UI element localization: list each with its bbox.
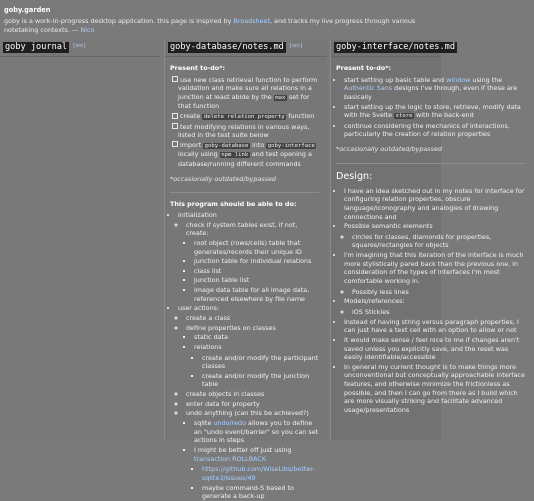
list-item: • I'm imagining that this iteration of the interface is much more stylistically pared back than the previous one, in consideration of the types of interfaces I'm most comfortable working in. ◦ Possibly less lines <box>344 251 526 296</box>
list-item: ▪ create and/or modify the participant classes <box>202 354 319 371</box>
todo-heading: Present to-do*: <box>336 64 392 72</box>
window-link[interactable]: window <box>446 75 471 84</box>
authentic-sans-link[interactable]: Authentic Sans <box>344 84 393 93</box>
database-notes-column <box>164 40 327 501</box>
intro-text-2: , and tracks my live progress through various notetaking contexts. — <box>4 17 416 34</box>
database-notes-title: goby-database/notes.md <box>170 42 284 52</box>
list-item: • It would make sense / feel nice to me if changes aren't saved unless you explicitly save, and the reset was easily identifiable/accessible <box>344 336 526 362</box>
list-item: ▪ sqlite undo/redo allows you to define an "undo event/barrier" so you can set actions in steps <box>194 419 319 445</box>
broadsheet-link[interactable]: Broadsheet <box>233 17 270 25</box>
site-intro <box>4 17 434 34</box>
database-notes-header <box>165 40 327 57</box>
list-item: • start setting up basic table and window using the Authentic Sans designs I've through, even if these are basically <box>344 76 526 102</box>
todo-item: import goby-database into goby-interface locally using npm link and test opening a database/running different commands <box>172 141 319 169</box>
able-heading: This program should be able to do: <box>170 200 297 209</box>
checkbox-icon[interactable] <box>172 141 178 147</box>
checkbox-icon[interactable] <box>172 76 178 82</box>
list-item: • Possible semantic elements ◦ circles for classes, diamonds for properties, squares/rectangles for objects <box>344 222 526 250</box>
list-item: ▪ I might be better off just using transaction ROLLBACK ▪ https://github.com/WiseLibs/better-sqlite3/issues/49 ▪ maybe command-S based to generate a back-up <box>194 446 319 501</box>
list-item <box>202 465 319 482</box>
journal-header <box>0 40 160 57</box>
list-item: ▪ image data table for all image data, referenced elsewhere by file name <box>194 286 319 303</box>
todo-list <box>170 76 319 169</box>
journal-column <box>0 40 160 440</box>
list-item: ◦ undo anything (can this be achieved?) ▪ sqlite undo/redo allows you to define an "undo event/barrier" so you can set actions in steps ▪ I might be better off just using transaction ROLLBACK ▪ https://github.com/WiseLibs/better-sqlite3/issues/49 ▪ maybe command-S based to generate a back-up <box>186 409 319 500</box>
list-item: ▪ relations ▪ create and/or modify the participant classes ▪ create and/or modify the junction table <box>194 343 319 389</box>
list-item: ◦ enter data for property <box>186 400 319 409</box>
todo-item: create delete relation property function <box>172 112 319 122</box>
list-item: ▪ static data <box>194 333 319 342</box>
database-notes-body <box>165 57 327 501</box>
todo-list <box>336 76 526 139</box>
list-item: ▪ maybe command-S based to generate a back-up <box>202 484 319 501</box>
interface-notes-body <box>331 57 534 415</box>
list-item: ◦ define properties on classes ▪ static data ▪ relations ▪ create and/or modify the participant classes ▪ create and/or modify the junction table <box>186 324 319 389</box>
checkbox-icon[interactable] <box>172 123 178 129</box>
list-item: ▪ root object (rows/cells) table that generates/records their unique ID <box>194 239 319 256</box>
todo-heading: Present to-do*: <box>170 64 226 72</box>
database-notes-src-link[interactable]: src <box>292 43 301 50</box>
interface-notes-header <box>331 40 455 57</box>
todo-item: use new class retrieval function to perform validation and make sure all relations in a junction at least abide by the max set for that function <box>172 76 319 111</box>
journal-title: goby journal <box>5 42 68 52</box>
list-item: ▪ junction table for individual relations <box>194 257 319 266</box>
github-issue-link[interactable]: https://github.com/WiseLibs/better-sqlite3/issues/49 <box>202 465 315 482</box>
interface-notes-title: goby-interface/notes.md <box>336 42 455 52</box>
list-item: • start setting up the logic to store, retrieve, modify data with the Svelte store with the back-end <box>344 103 526 121</box>
todo-item: test modifying relations in various ways, listed in the test suite below <box>172 123 319 140</box>
design-heading: Design: <box>336 170 373 182</box>
able-list <box>170 211 319 501</box>
journal-src: [src] <box>73 43 86 50</box>
list-item: • In general my current thought is to make things more unconventional but conceptually approachable interface features, and otherwise minimize the frictionless as possible, and then I can go from there as I build which are more visually striking and facilitate advanced usage/presentations <box>344 363 526 415</box>
list-item: ◦ Possibly less lines <box>352 288 526 297</box>
intro-text: goby is a work-in-progress desktop application. this page is inspired by <box>4 17 234 25</box>
design-list <box>336 187 526 415</box>
divider <box>336 163 526 164</box>
outdated-note: *occasionally outdated/bypassed <box>170 174 276 183</box>
interface-notes-column <box>330 40 525 440</box>
list-item: • initialization ◦ check if system tables exist, if not, create: ▪ root object (rows/cells) table that generates/records their unique ID ▪ junction table for individual relations ▪ class list ▪ junction table list ▪ image data table for all image data, referenced elsewhere by file name <box>178 211 319 303</box>
list-item: • I have an idea sketched out in my notes for interface for configuring relation properties, obscure language/iconography and analogies of drawing connections and <box>344 187 526 222</box>
divider <box>170 192 319 193</box>
list-item: • Models/references: ◦ iOS Stickies <box>344 297 526 316</box>
list-item: ◦ create objects in classes <box>186 390 319 399</box>
journal-src-link[interactable]: src <box>75 43 84 50</box>
list-item: • user actions: ◦ create a class ◦ define properties on classes ▪ static data ▪ relations ▪ create and/or modify the participant classes ▪ create and/or modify the junction table ◦ create objects in classes ◦ enter data for property ◦ undo anything (can this be achieved?) ▪ sqlite undo/redo allows you to define an "undo event/barrier" so you can set actions in steps ▪ I might be better off just using transaction ROLLBACK ▪ https://github.com/WiseLibs/better-sqlite3/issues/49 ▪ maybe command-S based to generate a back-up <box>178 304 319 500</box>
list-item: ▪ class list <box>194 267 319 276</box>
outdated-note: *occasionally outdated/bypassed <box>336 145 442 154</box>
list-item: ◦ circles for classes, diamonds for properties, squares/rectangles for objects <box>352 233 526 250</box>
site-title[interactable]: goby.garden <box>4 6 51 14</box>
database-notes-src: [src] <box>289 43 303 50</box>
list-item: • Instead of having string versus paragraph properties, I can just have a text cell with an option to allow or not <box>344 318 526 335</box>
checkbox-icon[interactable] <box>172 113 178 119</box>
list-item: ▪ junction table list <box>194 276 319 285</box>
list-item: ◦ create a class <box>186 314 319 323</box>
author-link[interactable]: Nico <box>80 25 95 34</box>
list-item: ◦ check if system tables exist, if not, create: ▪ root object (rows/cells) table that generates/records their unique ID ▪ junction table for individual relations ▪ class list ▪ junction table list ▪ image data table for all image data, referenced elsewhere by file name <box>186 221 319 304</box>
list-item: • continue considering the mechanics of interactions, particularly the creation of relation properties <box>344 122 526 139</box>
list-item: ◦ iOS Stickies <box>352 308 526 317</box>
undo-redo-link[interactable]: undo/redo <box>213 419 247 428</box>
list-item: ▪ create and/or modify the junction table <box>202 372 319 389</box>
transaction-rollback-link[interactable]: transaction ROLLBACK <box>194 454 267 463</box>
